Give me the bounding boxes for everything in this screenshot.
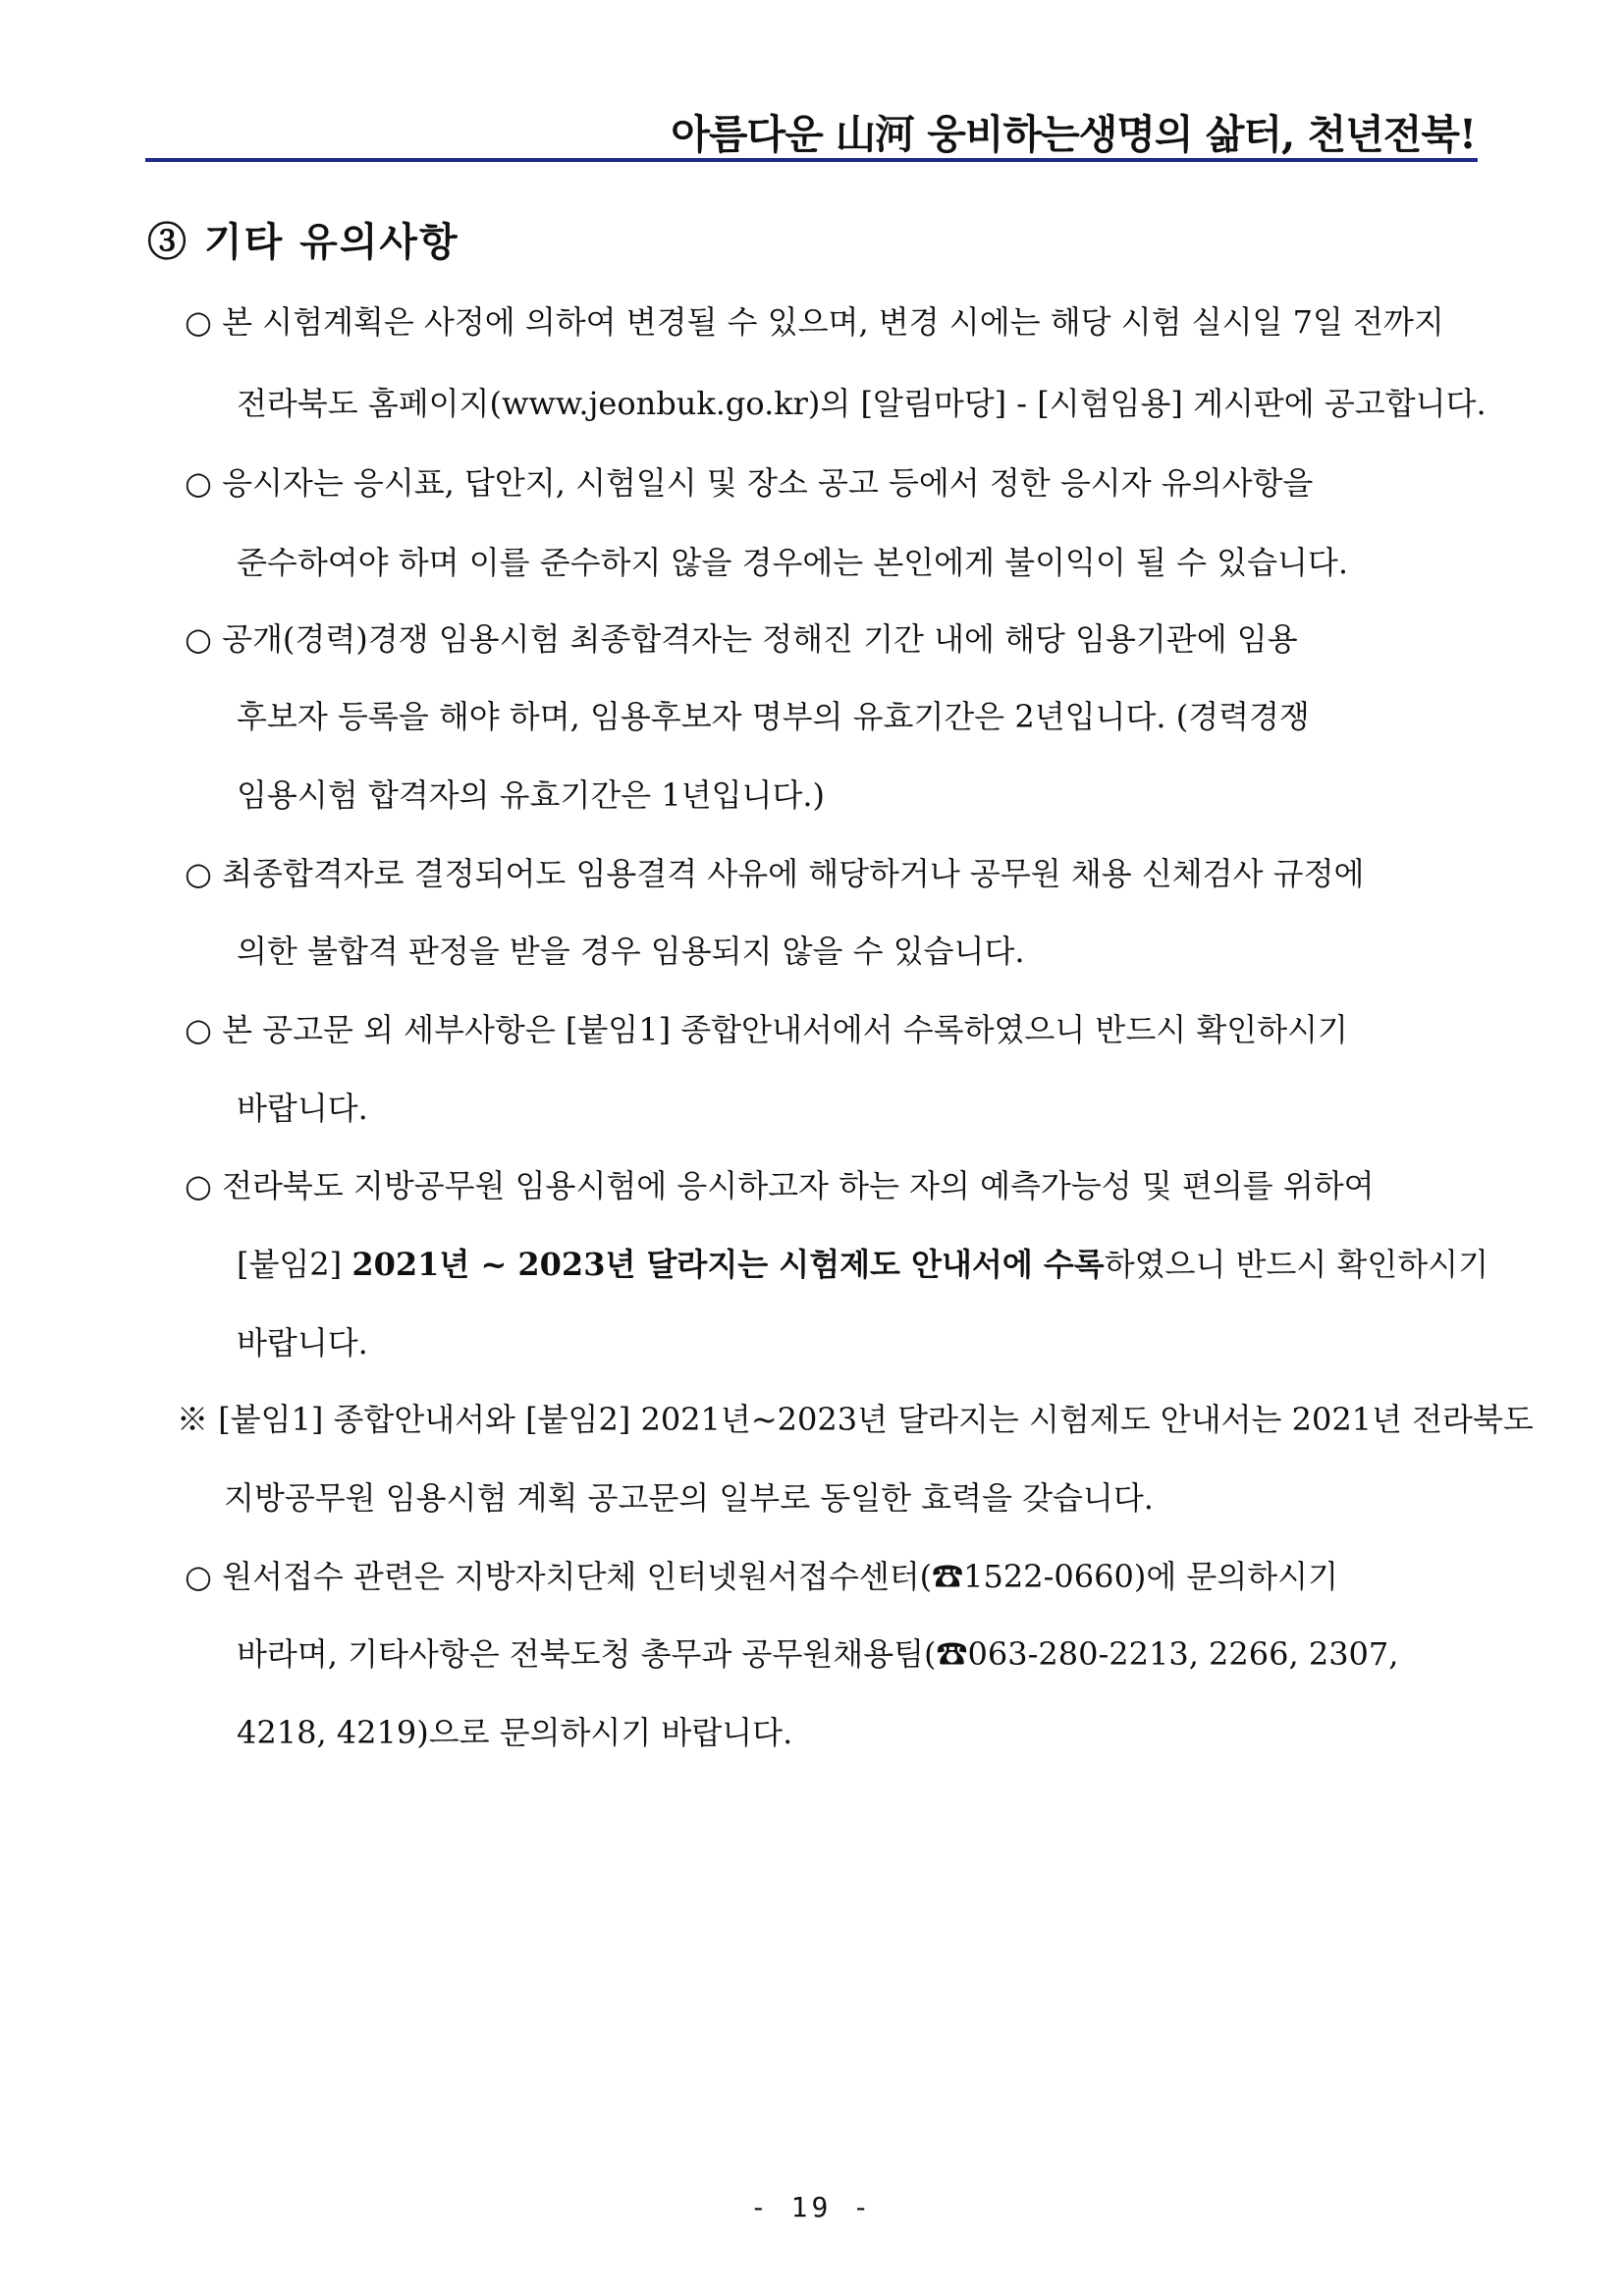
- contact-note-line-2: 바라며, 기타사항은 전북도청 총무과 공무원채용팀(☎063-280-2213, 2266, 2307,: [237, 1635, 1399, 1673]
- page-number: - 19 -: [749, 2191, 874, 2223]
- note-3-line-1: ○ 공개(경력)경쟁 임용시험 최종합격자는 정해진 기간 내에 해당 임용기관에 임용: [185, 620, 1298, 658]
- note-2-line-2: 준수하여야 하며 이를 준수하지 않을 경우에는 본인에게 불이익이 될 수 있습니다.: [237, 544, 1348, 581]
- reference-note-line-2: 지방공무원 임용시험 계획 공고문의 일부로 동일한 효력을 갖습니다.: [224, 1479, 1154, 1517]
- note-4-line-1: ○ 최종합격자로 결정되어도 임용결격 사유에 해당하거나 공무원 채용 신체검사 규정에: [185, 855, 1365, 892]
- section-title: ③ 기타 유의사항: [147, 219, 460, 265]
- note-6-line-2: [237, 1240, 1488, 1285]
- note-5-line-2: 바랍니다.: [237, 1090, 368, 1127]
- note-4-line-2: 의한 불합격 판정을 받을 경우 임용되지 않을 수 있습니다.: [237, 933, 1025, 970]
- note-3-line-2: 후보자 등록을 해야 하며, 임용후보자 명부의 유효기간은 2년입니다. (경력경쟁: [237, 698, 1310, 735]
- note-5-line-1: ○ 본 공고문 외 세부사항은 [붙임1] 종합안내서에서 수록하였으니 반드시 확인하시기: [185, 1011, 1348, 1048]
- note-6-line-1: ○ 전라북도 지방공무원 임용시험에 응시하고자 하는 자의 예측가능성 및 편의를 위하여: [185, 1167, 1375, 1204]
- reference-note-line-1: ※ [붙임1] 종합안내서와 [붙임2] 2021년~2023년 달라지는 시험제도 안내서는 2021년 전라북도: [177, 1401, 1534, 1438]
- attachment-2-emphasis: 2021년 ~ 2023년 달라지는 시험제도 안내서에 수록: [352, 1246, 1105, 1283]
- note-3-line-3: 임용시험 합격자의 유효기간은 1년입니다.): [237, 776, 826, 814]
- contact-note-line-3: 4218, 4219)으로 문의하시기 바랍니다.: [237, 1714, 793, 1751]
- attachment-2-label: [붙임2]: [237, 1246, 352, 1283]
- note-6-line-3: 바랍니다.: [237, 1324, 368, 1362]
- note-1-line-2: 전라북도 홈페이지(www.jeonbuk.go.kr)의 [알림마당] - [시험임용] 게시판에 공고합니다.: [237, 385, 1487, 422]
- header-slogan: 아름다운 山河 웅비하는생명의 삶터, 천년전북!: [671, 111, 1476, 158]
- note-6-line-2-tail: 하였으니 반드시 확인하시기: [1104, 1246, 1488, 1283]
- note-1-line-1: ○ 본 시험계획은 사정에 의하여 변경될 수 있으며, 변경 시에는 해당 시험 실시일 7일 전까지: [185, 303, 1444, 341]
- note-2-line-1: ○ 응시자는 응시표, 답안지, 시험일시 및 장소 공고 등에서 정한 응시자 유의사항을: [185, 464, 1314, 502]
- contact-note-line-1: ○ 원서접수 관련은 지방자치단체 인터넷원서접수센터(☎1522-0660)에 문의하시기: [185, 1558, 1338, 1595]
- header-divider: [145, 158, 1478, 162]
